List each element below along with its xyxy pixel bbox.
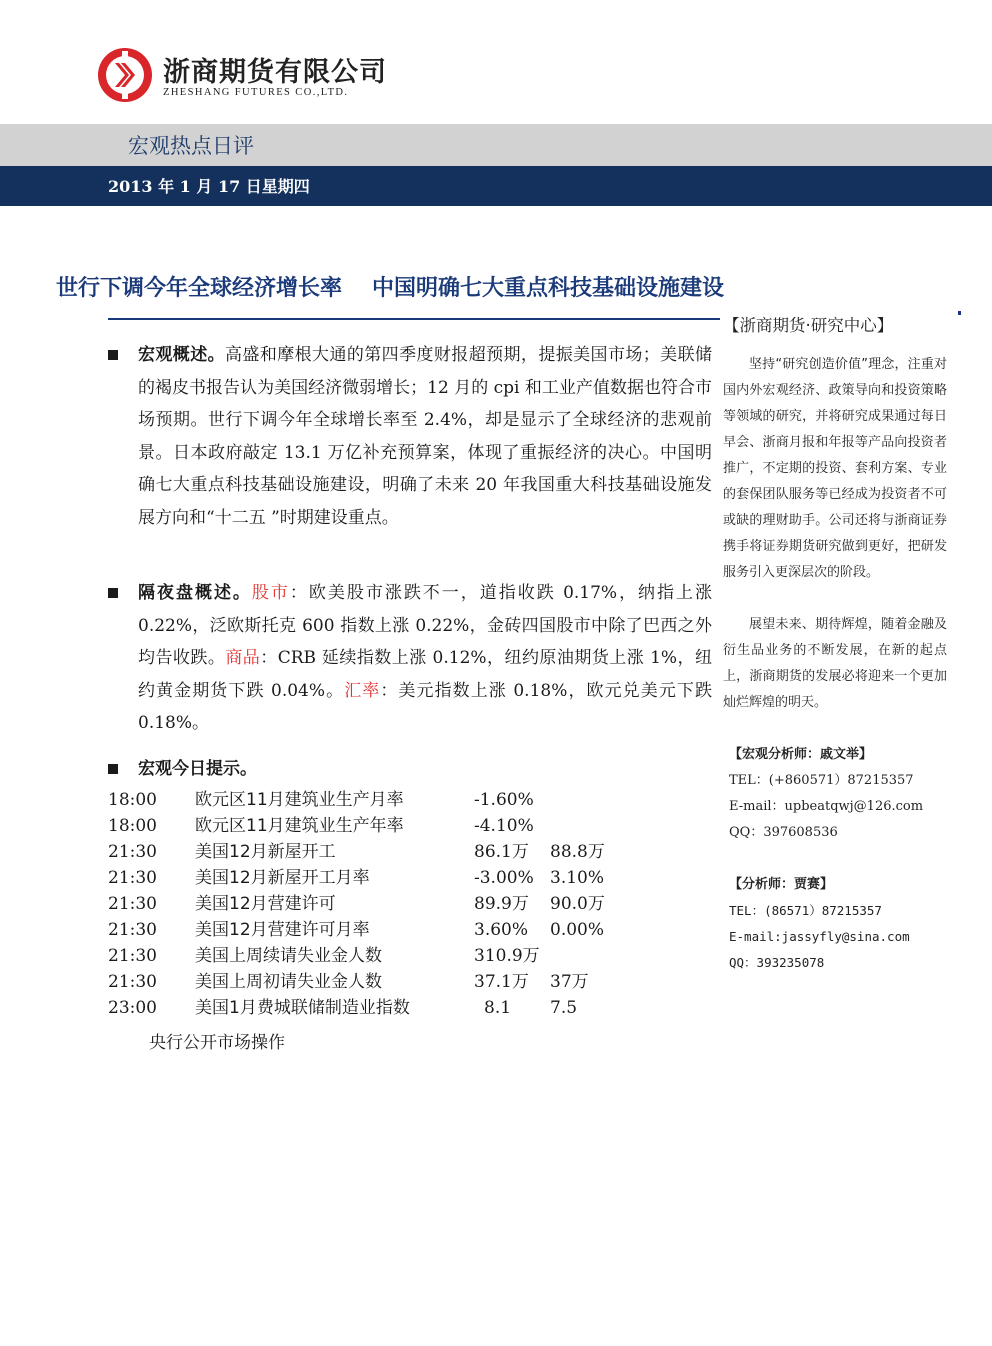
macro-summary-head: 宏观概述。 [138,345,226,365]
fx-text: ：美元指数上涨 0.18%，欧元兑美元下跌 0.18%。 [138,680,712,733]
event-time: 21:30 [108,868,157,888]
corner-mark [958,311,961,315]
event-value-1: 37.1万 [474,972,529,992]
stock-label: 股市 [251,583,290,603]
schedule-table [108,787,628,1021]
date-band [0,166,992,206]
schedule-row [108,787,628,813]
schedule-row [108,839,628,865]
section-label: 宏观热点日评 [128,134,254,158]
overnight-head: 隔夜盘概述。 [138,583,252,603]
event-name: 美国12月营建许可 [195,894,336,914]
bullet-square-icon [108,588,118,598]
macro-summary-text: 高盛和摩根大通的第四季度财报超预期，提振美国市场；美联储的褐皮书报告认为美国经济微弱增长；12 月的 cpi 和工业产值数据也符合市场预期。世行下调今年全球增长率至 2.4%，却是显示了全球经济的悲观前景。日本政府敲定 13.1 万亿补充预算案，体现了重振经济的决心。中国明确七大重点科技基础设施建设，明确了未来 20 年我国重大科技基础设施发展方向和“十二五 ”时期建设重点。 [138,345,712,528]
headline-part1: 世行下调今年全球经济增长率 [56,276,343,301]
company-logo [97,47,153,103]
event-name: 美国上周续请失业金人数 [195,946,382,966]
headline-part2: 中国明确七大重点科技基础设施建设 [372,276,725,301]
event-value-2: 3.10% [550,868,605,888]
event-name: 美国12月营建许可月率 [195,920,370,940]
event-value-1: -3.00% [474,868,534,888]
event-time: 21:30 [108,946,157,966]
schedule-row [108,891,628,917]
event-value-2: 0.00% [550,920,605,940]
event-name: 美国12月新屋开工 [195,842,336,862]
schedule-row [108,813,628,839]
schedule-row [108,969,628,995]
macro-summary-section [108,339,712,534]
today-section [108,753,712,786]
event-name: 美国12月新屋开工月率 [195,868,370,888]
event-time: 21:30 [108,894,157,914]
company-name-cn: 浙商期货有限公司 [163,57,387,88]
analyst-tel: TEL：(+860571）87215357 [729,773,914,788]
event-value-2: 88.8万 [550,842,605,862]
fx-label: 汇率 [344,680,381,701]
event-value-2: 7.5 [550,998,578,1018]
today-head: 宏观今日提示。 [138,759,257,779]
report-date: 2013 年 1 月 17 日星期四 [108,177,310,196]
analyst-contact-2 [729,872,910,976]
event-value-1: 86.1万 [474,842,529,862]
analyst-tel: TEL：(86571）87215357 [729,903,882,918]
event-name: 美国上周初请失业金人数 [195,972,382,992]
event-name: 美国1月费城联储制造业指数 [195,998,410,1018]
event-value-2: 37万 [550,972,589,992]
schedule-row [108,917,628,943]
event-time: 21:30 [108,972,157,992]
event-time: 21:30 [108,842,157,862]
commodity-label: 商品 [225,648,261,668]
section-band [0,124,992,166]
analyst-email[interactable]: E-mail:jassyfly@sina.com [729,929,910,944]
schedule-footnote: 央行公开市场操作 [149,1033,285,1053]
headline-rule [108,318,720,320]
analyst-email[interactable]: E-mail：upbeatqwj@126.com [729,799,924,814]
event-time: 21:30 [108,920,157,940]
event-value-2: 90.0万 [550,894,605,914]
schedule-row [108,943,628,969]
event-value-1: 8.1 [484,998,512,1018]
overnight-section [108,577,712,740]
event-value-1: -1.60% [474,790,534,810]
sidebar-paragraph-1: 坚持“研究创造价值”理念，注重对国内外宏观经济、政策导向和投资策略等领域的研究，并将研究成果通过每日早会、浙商月报和年报等产品向投资者推广，不定期的投资、套利方案、专业的套保团队服务等已经成为投资者不可或缺的理财助手。公司还将与浙商证券携手将证券期货研究做到更好，把研发服务引入更深层次的阶段。 [723,357,947,580]
analyst-qq: QQ：397608536 [729,825,838,840]
event-name: 欧元区11月建筑业生产月率 [195,790,404,810]
sidebar-title: 【浙商期货·研究中心】 [723,316,894,335]
bullet-square-icon [108,350,118,360]
sidebar-paragraph-2: 展望未来、期待辉煌，随着金融及衍生品业务的不断发展，在新的起点上，浙商期货的发展必将迎来一个更加灿烂辉煌的明天。 [723,617,947,710]
analyst-contact-1 [729,742,923,846]
analyst-name: 【宏观分析师：戚文举】 [729,747,873,762]
schedule-row [108,995,628,1021]
event-value-1: 3.60% [474,920,529,940]
event-value-1: 310.9万 [474,946,540,966]
event-name: 欧元区11月建筑业生产年率 [195,816,404,836]
headline [56,271,724,302]
schedule-row [108,865,628,891]
bullet-square-icon [108,764,118,774]
stock-text: ：欧美股市涨跌不一，道指收跌 0.17%，纳指上涨 0.22%，泛欧斯托克 600 指数上涨 0.22%，金砖四国股市中除了巴西之外均告收跌。 [138,583,713,668]
event-time: 23:00 [108,998,157,1018]
company-name-en: ZHESHANG FUTURES CO.,LTD. [163,87,349,98]
analyst-name: 【分析师：贾赛】 [729,877,834,892]
event-value-1: -4.10% [474,816,534,836]
event-time: 18:00 [108,816,157,836]
event-time: 18:00 [108,790,157,810]
event-value-1: 89.9万 [474,894,529,914]
analyst-qq: QQ：393235078 [729,955,825,970]
commodity-text: ：CRB 延续指数上涨 0.12%，纽约原油期货上涨 1%，纽约黄金期货下跌 0.04%。 [138,648,712,701]
